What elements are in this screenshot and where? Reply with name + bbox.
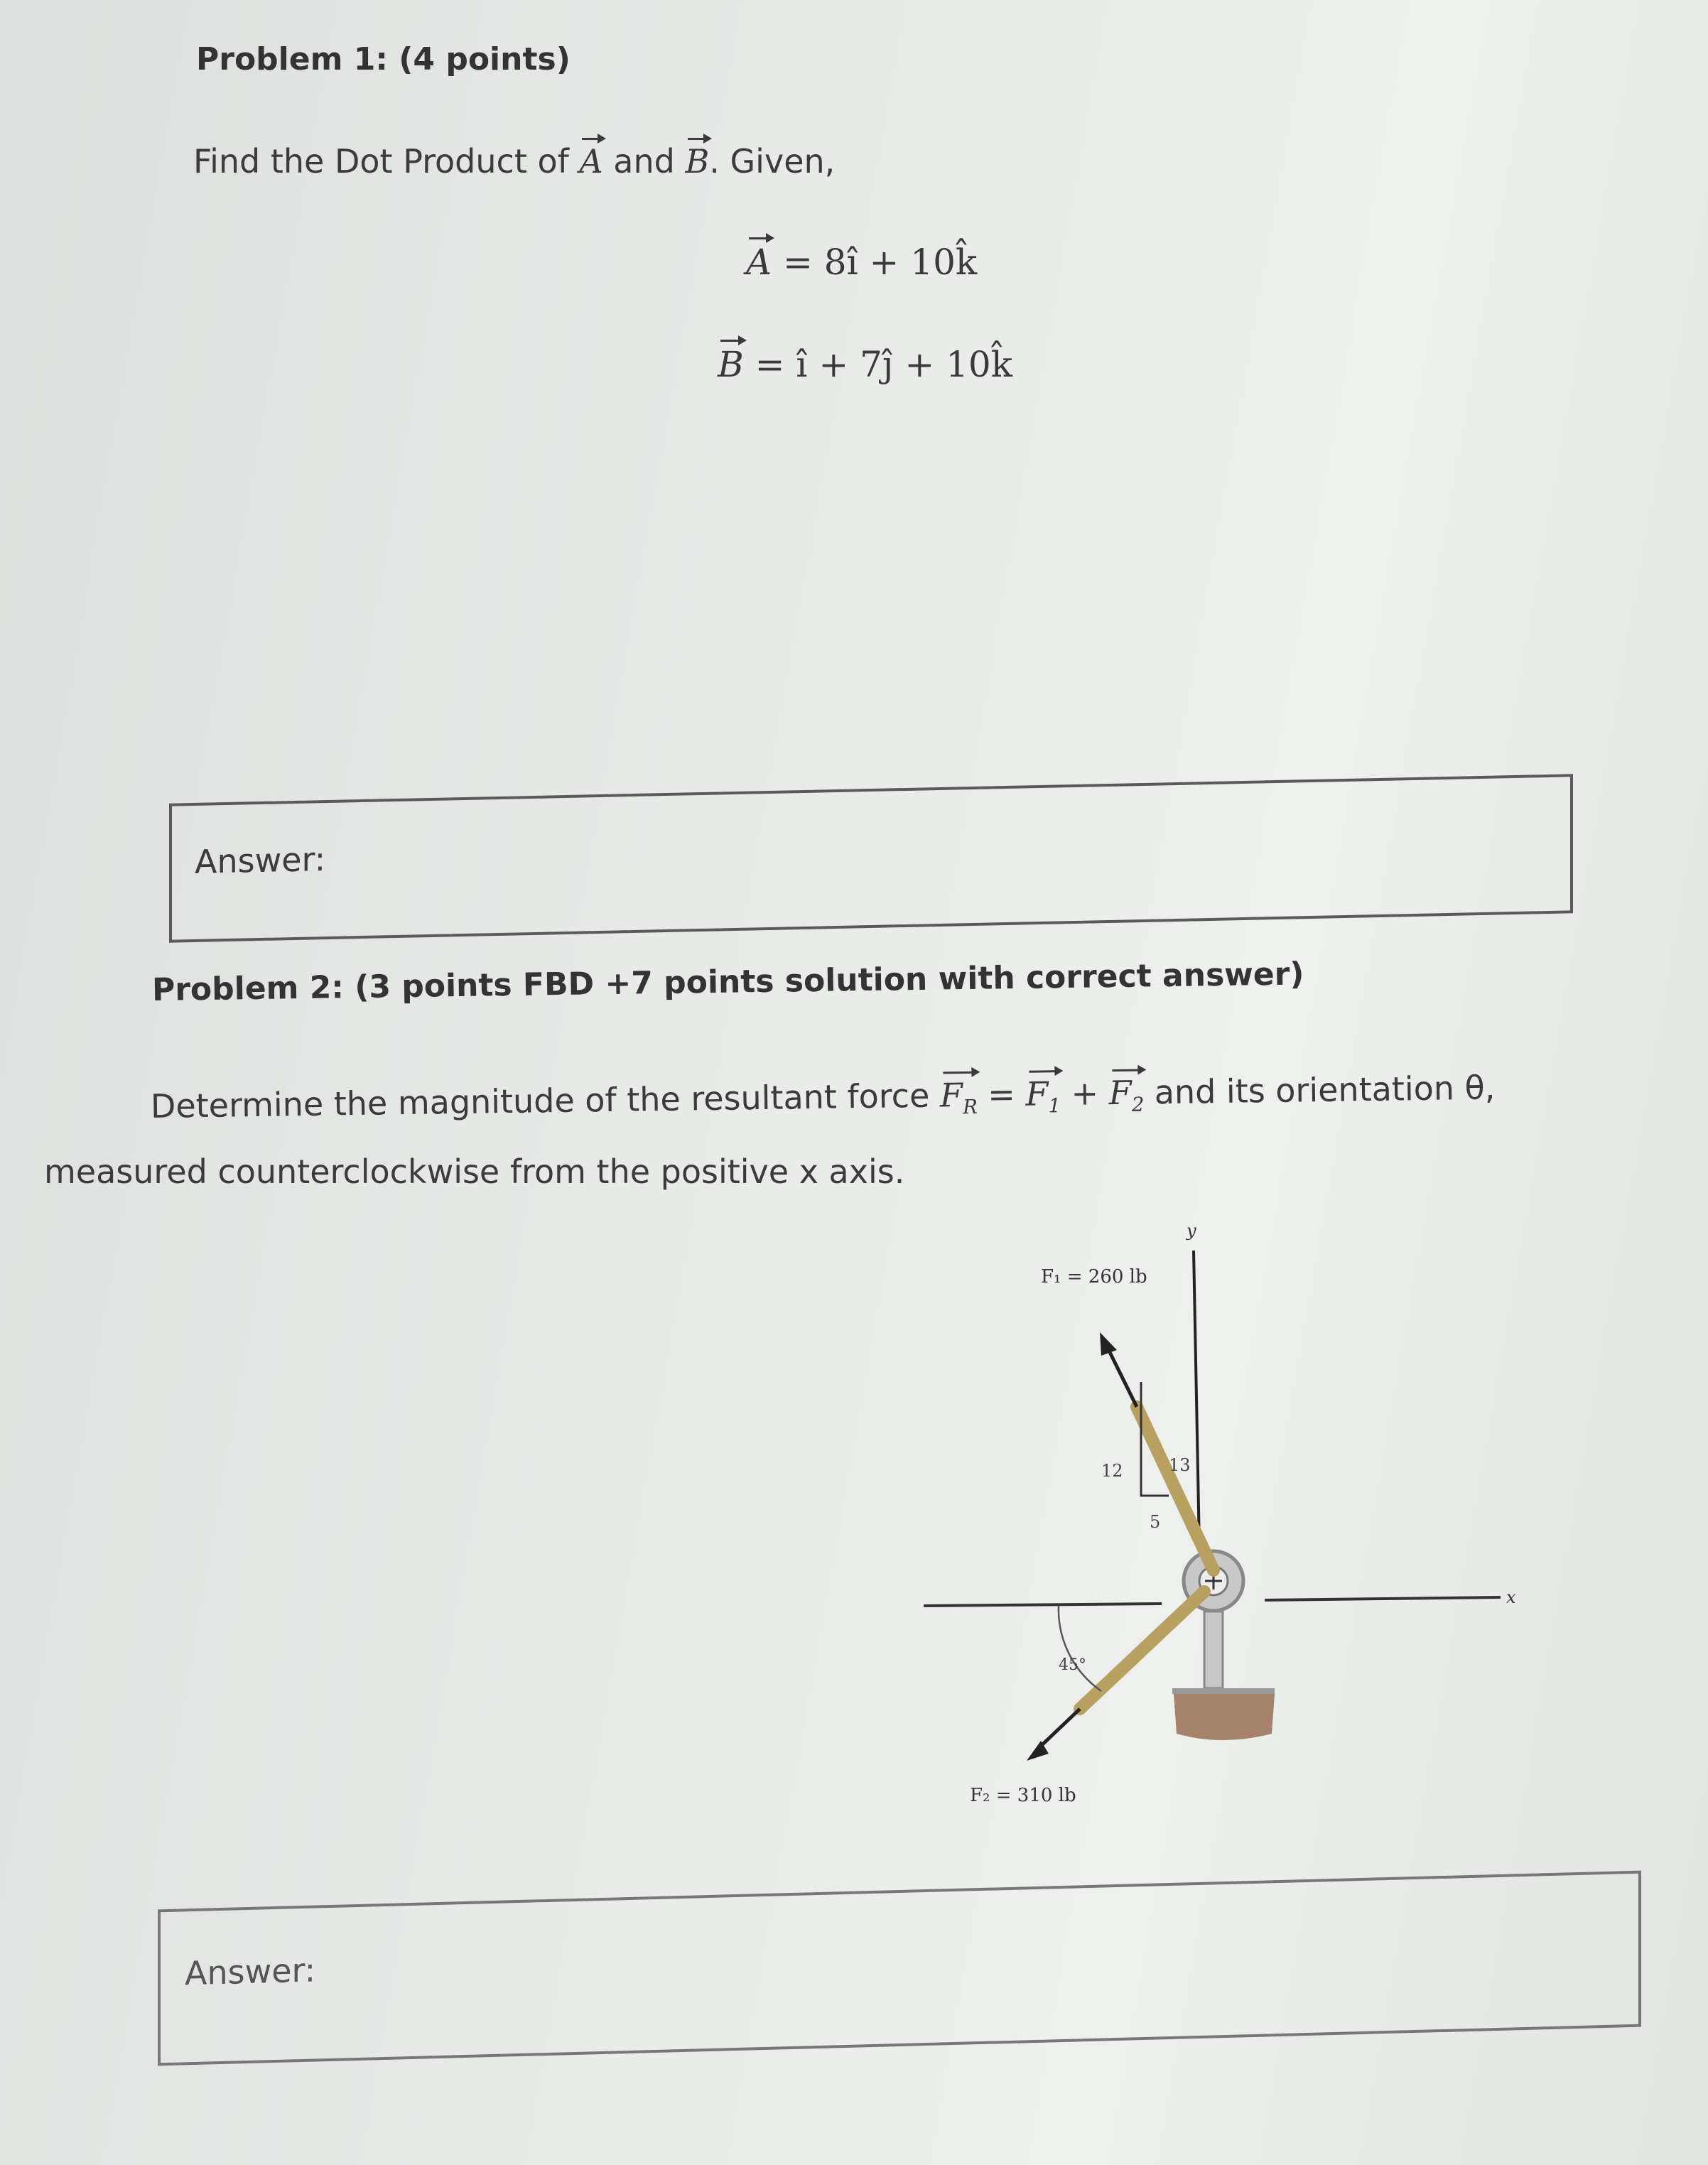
base-block: [1174, 1694, 1275, 1740]
vector-a-symbol: A: [579, 142, 603, 180]
equation-a-rhs: = 8î + 10k̂: [772, 242, 978, 283]
angle-arc: [1059, 1606, 1101, 1691]
equation-a: [746, 242, 977, 283]
post: [1204, 1611, 1223, 1688]
force-1-symbol: F: [1025, 1074, 1049, 1113]
problem-2-title: Problem 2: (3 points FBD +7 points solution with correct answer): [151, 956, 1304, 1008]
prompt-text: . Given,: [709, 142, 836, 180]
problem-2-answer-box[interactable]: [158, 1871, 1641, 2066]
y-axis: [1194, 1251, 1199, 1545]
x-axis-left: [924, 1604, 1162, 1606]
prompt-text: and its orientation θ,: [1143, 1068, 1496, 1112]
angle-label: 45°: [1059, 1656, 1086, 1674]
problem-2-prompt-line-2: measured counterclockwise from the positive x axis.: [44, 1152, 905, 1191]
answer-label: Answer:: [185, 1950, 316, 1993]
equation-b: [718, 344, 1012, 385]
plus-sign: +: [1060, 1074, 1110, 1113]
resultant-force-symbol: F: [939, 1076, 963, 1115]
subscript: R: [962, 1094, 978, 1119]
prompt-text: Determine the magnitude of the resultant force: [150, 1076, 941, 1125]
f1-label: F₁ = 260 lb: [1041, 1266, 1147, 1287]
arrowhead-f1: [1100, 1332, 1117, 1356]
answer-label: Answer:: [195, 840, 326, 881]
x-axis-label: x: [1506, 1587, 1516, 1607]
arrow-f2: [1037, 1709, 1080, 1749]
problem-2-prompt-line-1: [151, 1069, 1496, 1130]
slope-run-label: 5: [1150, 1512, 1161, 1532]
y-axis-label: y: [1187, 1221, 1196, 1241]
f2-label: F₂ = 310 lb: [970, 1785, 1076, 1806]
slope-hyp-label: 13: [1169, 1455, 1191, 1475]
prompt-text: Find the Dot Product of: [193, 142, 580, 180]
problem-1-title: Problem 1: (4 points): [196, 41, 571, 77]
force-2-symbol: F: [1108, 1073, 1132, 1113]
rope-f1: [1137, 1407, 1214, 1570]
subscript: 1: [1048, 1094, 1061, 1118]
vector-b-symbol: B: [718, 344, 744, 385]
arrow-f1: [1107, 1346, 1137, 1407]
slope-rise-label: 12: [1101, 1461, 1123, 1481]
force-diagram: [924, 1208, 1563, 1883]
x-axis-right: [1265, 1597, 1501, 1600]
problem-1-answer-box[interactable]: [169, 774, 1573, 942]
equals-sign: =: [977, 1074, 1026, 1114]
vector-a-symbol: A: [746, 242, 772, 283]
prompt-text: and: [602, 142, 686, 180]
problem-1-prompt: [193, 142, 835, 180]
subscript: 2: [1131, 1092, 1145, 1116]
equation-b-rhs: = î + 7ĵ + 10k̂: [743, 344, 1013, 385]
vector-b-symbol: B: [685, 142, 710, 180]
